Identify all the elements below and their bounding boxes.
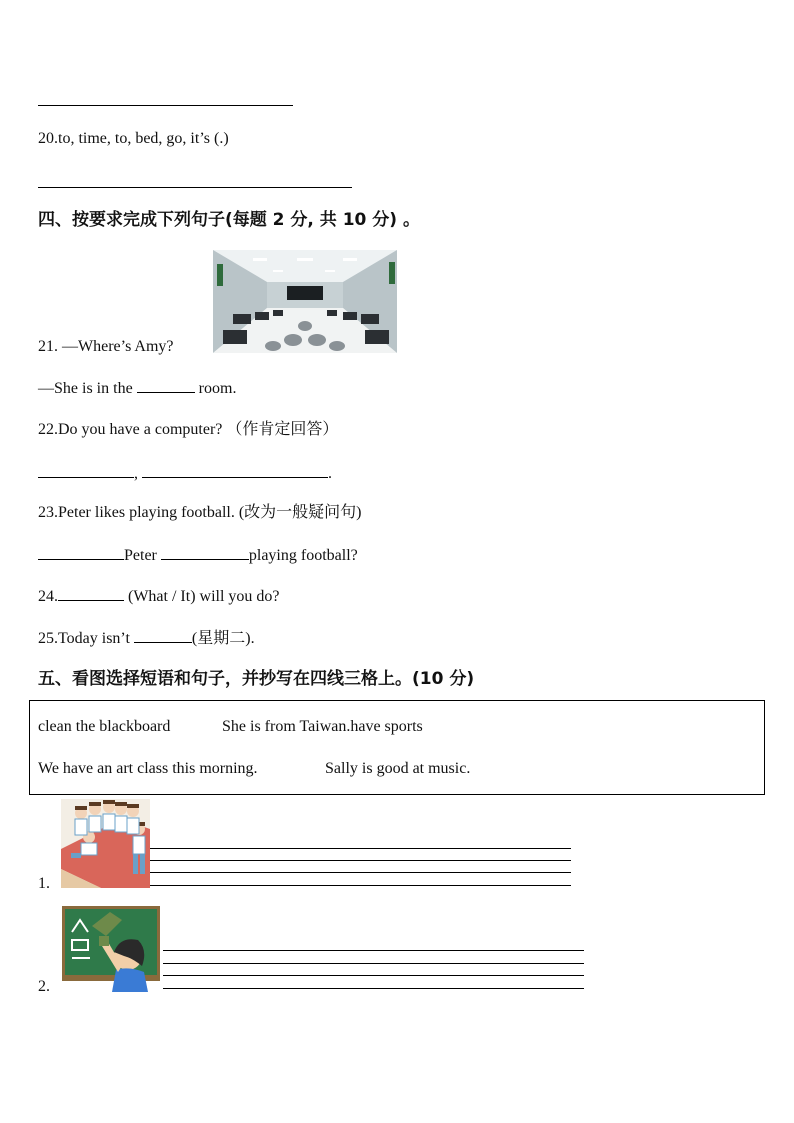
answer-blank-2[interactable] bbox=[142, 463, 328, 478]
answer-separator: , bbox=[134, 465, 138, 482]
question-22-answer bbox=[38, 463, 332, 484]
question-text: 25.Today isn’t bbox=[38, 630, 134, 647]
option-sally-music: Sally is good at music. bbox=[325, 760, 471, 777]
option-art-class: We have an art class this morning. bbox=[38, 760, 258, 777]
answer-blank-1[interactable] bbox=[38, 463, 134, 478]
answer-blank-2[interactable] bbox=[161, 545, 249, 560]
sports-kids-image bbox=[61, 799, 150, 888]
writing-line-2a[interactable] bbox=[163, 950, 584, 951]
question-24 bbox=[38, 586, 280, 607]
writing-line-2c[interactable] bbox=[163, 975, 584, 976]
computer-room-image bbox=[213, 250, 397, 353]
answer-prefix: —She is in the bbox=[38, 380, 137, 397]
option-clean-blackboard: clean the blackboard bbox=[38, 718, 171, 735]
answer-blank[interactable] bbox=[134, 628, 192, 643]
question-21-answer bbox=[38, 378, 236, 399]
answer-blank[interactable] bbox=[58, 586, 124, 601]
question-25 bbox=[38, 628, 255, 649]
answer-end: . bbox=[328, 465, 332, 482]
question-text: (What / It) will you do? bbox=[124, 588, 280, 605]
writing-line-1d[interactable] bbox=[150, 885, 571, 886]
section-5-heading: 五、看图选择短语和句子，并抄写在四线三格上。(10 分) bbox=[38, 669, 475, 689]
option-taiwan-sports: She is from Taiwan.have sports bbox=[222, 718, 423, 735]
writing-line-2d[interactable] bbox=[163, 988, 584, 989]
writing-line-1a[interactable] bbox=[150, 848, 571, 849]
answer-line-q20[interactable] bbox=[38, 187, 352, 188]
question-22: 22.Do you have a computer? （作肯定回答） bbox=[38, 421, 339, 438]
question-hint: (星期二). bbox=[191, 630, 255, 647]
answer-suffix: room. bbox=[198, 380, 237, 397]
question-23-answer bbox=[38, 545, 358, 566]
question-23: 23.Peter likes playing football. (改为一般疑问句) bbox=[38, 504, 362, 521]
writing-line-2b[interactable] bbox=[163, 963, 584, 964]
section-4-heading: 四、按要求完成下列句子(每题 2 分, 共 10 分) 。 bbox=[38, 210, 420, 230]
writing-line-1c[interactable] bbox=[150, 872, 571, 873]
question-20: 20.to, time, to, bed, go, it’s (.) bbox=[38, 130, 229, 147]
picture-2-label: 2. bbox=[38, 978, 50, 995]
writing-line-1b[interactable] bbox=[150, 860, 571, 861]
question-number: 24. bbox=[38, 588, 58, 605]
answer-part-a: Peter bbox=[124, 547, 161, 564]
answer-part-b: playing football? bbox=[248, 547, 358, 564]
answer-line-q19[interactable] bbox=[38, 105, 293, 106]
options-box bbox=[29, 700, 765, 795]
question-21: 21. —Where’s Amy? bbox=[38, 338, 174, 355]
answer-blank-1[interactable] bbox=[38, 545, 124, 560]
blackboard-girl-image bbox=[62, 906, 160, 992]
picture-1-label: 1. bbox=[38, 875, 50, 892]
answer-blank[interactable] bbox=[137, 378, 195, 393]
